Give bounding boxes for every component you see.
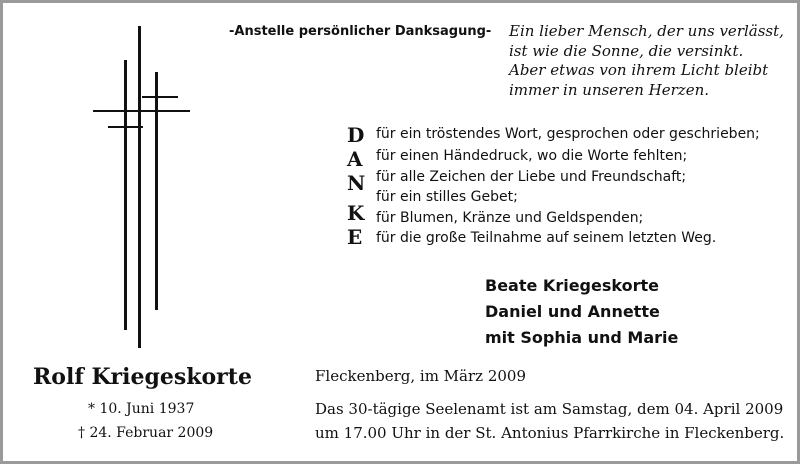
notice-line: um 17.00 Uhr in der St. Antonius Pfarrkirche in Fleckenberg. (315, 424, 785, 442)
danke-letter: A (347, 147, 363, 171)
signer: mit Sophia und Marie (485, 328, 679, 347)
danke-letter: K (347, 201, 365, 225)
poem-line: immer in unseren Herzen. (509, 80, 709, 99)
death-date: † 24. Februar 2009 (78, 425, 214, 441)
poem-line: Aber etwas von ihrem Licht bleibt (509, 61, 769, 79)
signer: Beate Kriegeskorte (485, 276, 659, 295)
danke-line: für ein stilles Gebet; (376, 189, 518, 205)
notice-line: Das 30-tägige Seelenamt ist am Samstag, dem 04. April 2009 (315, 400, 784, 418)
deceased-name: Rolf Kriegeskorte (33, 364, 252, 390)
mass-notice (315, 397, 784, 445)
place-date: Fleckenberg, im März 2009 (315, 367, 527, 385)
signer: Daniel und Annette (485, 302, 660, 321)
poem-line: ist wie die Sonne, die versinkt. (509, 41, 744, 60)
danke-line: für die große Teilnahme auf seinem letzten Weg. (376, 230, 717, 246)
danke-line: für einen Händedruck, wo die Worte fehlten; (376, 148, 688, 164)
danke-letter: E (347, 225, 363, 249)
danke-line: für ein tröstendes Wort, gesprochen oder geschrieben; (376, 126, 760, 142)
poem (509, 22, 784, 100)
subtitle: -Anstelle persönlicher Danksagung- (229, 24, 492, 39)
poem-line: Ein lieber Mensch, der uns verlässt, (509, 22, 784, 40)
danke-line: für alle Zeichen der Liebe und Freundschaft; (376, 169, 687, 185)
danke-line: für Blumen, Kränze und Geldspenden; (376, 210, 644, 226)
danke-letter: D (347, 123, 365, 147)
birth-date: * 10. Juni 1937 (88, 401, 195, 417)
signers (485, 273, 678, 351)
danke-letter: N (347, 171, 366, 195)
